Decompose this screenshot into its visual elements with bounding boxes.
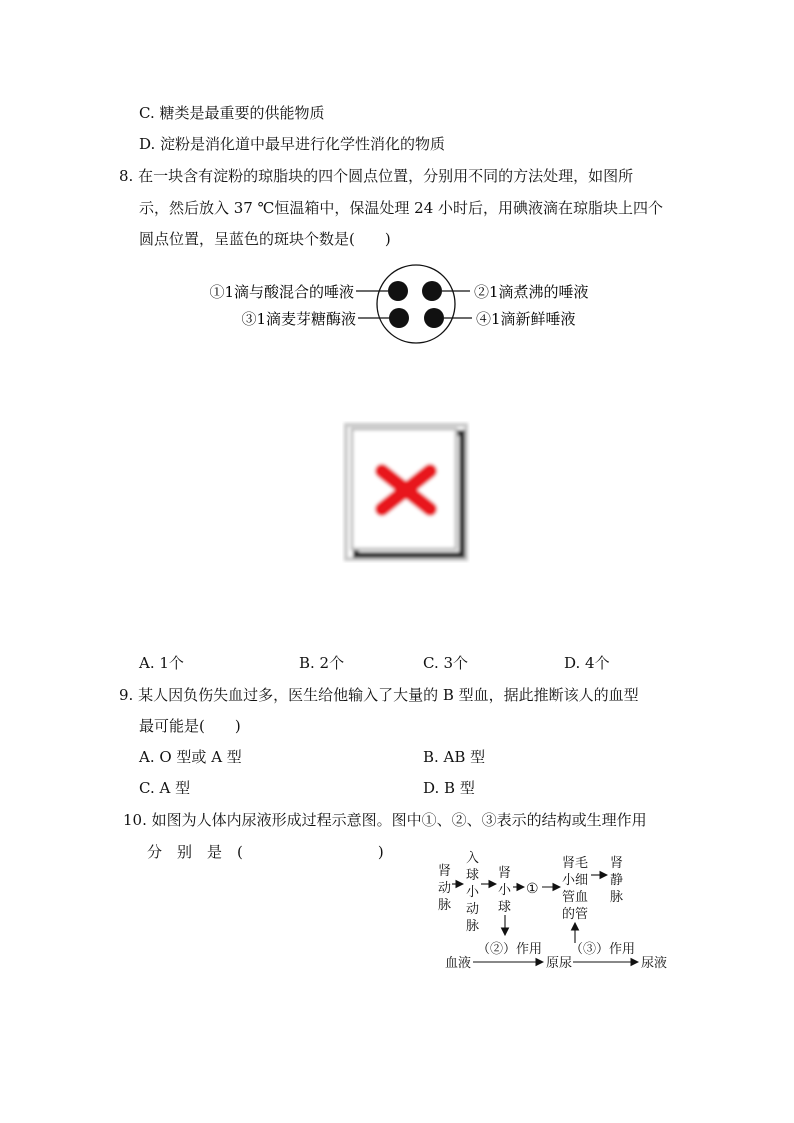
label-4: ④1滴新鲜唾液 (476, 310, 576, 328)
q8-option-d: D. 4个 (564, 654, 610, 672)
label-3: ③1滴麦芽糖酶液 (241, 310, 356, 328)
capillary-4: 的管 (562, 907, 589, 922)
action-2-label: （②）作用 (477, 942, 543, 957)
renal-vein-2: 静 (610, 873, 624, 888)
urine-label: 尿液 (641, 956, 668, 971)
q8-line-1: 8. 在一块含有淀粉的琼脂块的四个圆点位置，分别用不同的方法处理，如图所 (119, 167, 634, 185)
urine-formation-diagram (425, 845, 685, 975)
afferent-2: 球 (466, 868, 480, 883)
renal-artery-3: 脉 (438, 898, 452, 913)
renal-artery-1: 肾 (438, 864, 452, 879)
structure-1-marker: ① (526, 881, 539, 897)
agar-block-figure (190, 262, 620, 348)
q9-line-1: 9. 某人因负伤失血过多，医生给他输入了大量的 B 型血，据此推断该人的血型 (119, 686, 639, 704)
renal-artery-2: 动 (438, 881, 452, 896)
dot-4 (424, 308, 444, 328)
dot-2 (422, 281, 442, 301)
afferent-4: 动 (466, 902, 480, 917)
capillary-3: 管血 (562, 890, 589, 905)
primary-urine-label: 原尿 (546, 956, 573, 971)
blood-label: 血液 (445, 956, 472, 971)
renal-vein-3: 脉 (610, 890, 624, 905)
action-3-label: （③）作用 (570, 942, 636, 957)
q8-line-2: 示，然后放入 37 ℃恒温箱中，保温处理 24 小时后，用碘液滴在琼脂块上四个 (139, 199, 664, 217)
q8-line-3: 圆点位置，呈蓝色的斑块个数是( ) (139, 230, 391, 248)
glomerulus-2: 小 (498, 883, 512, 898)
q10-line-2: 分 别 是 ( ) (147, 843, 384, 861)
q9-option-d: D. B 型 (423, 779, 475, 797)
q9-option-b: B. AB 型 (423, 748, 486, 766)
afferent-3: 小 (466, 885, 480, 900)
q9-option-a: A. O 型或 A 型 (139, 748, 242, 766)
q8-option-a: A. 1个 (139, 654, 184, 672)
broken-image-icon (342, 421, 470, 563)
q10-line-1: 10. 如图为人体内尿液形成过程示意图。图中①、②、③表示的结构或生理作用 (123, 811, 647, 829)
label-2: ②1滴煮沸的唾液 (474, 283, 589, 301)
dot-3 (389, 308, 409, 328)
glomerulus-3: 球 (498, 900, 512, 915)
q9-option-c: C. A 型 (139, 779, 191, 797)
q8-option-b: B. 2个 (299, 654, 345, 672)
agar-block-outline (377, 265, 455, 343)
renal-vein-1: 肾 (610, 856, 624, 871)
glomerulus-1: 肾 (498, 866, 512, 881)
q7-option-c: C. 糖类是最重要的供能物质 (139, 104, 325, 122)
capillary-2: 小细 (562, 873, 589, 888)
q7-option-d: D. 淀粉是消化道中最早进行化学性消化的物质 (139, 135, 446, 153)
dot-1 (388, 281, 408, 301)
q9-line-2: 最可能是( ) (139, 717, 241, 735)
q8-option-c: C. 3个 (423, 654, 469, 672)
afferent-1: 入 (466, 851, 480, 866)
afferent-5: 脉 (466, 919, 480, 934)
capillary-1: 肾毛 (562, 856, 589, 871)
label-1: ①1滴与酸混合的唾液 (209, 283, 354, 301)
